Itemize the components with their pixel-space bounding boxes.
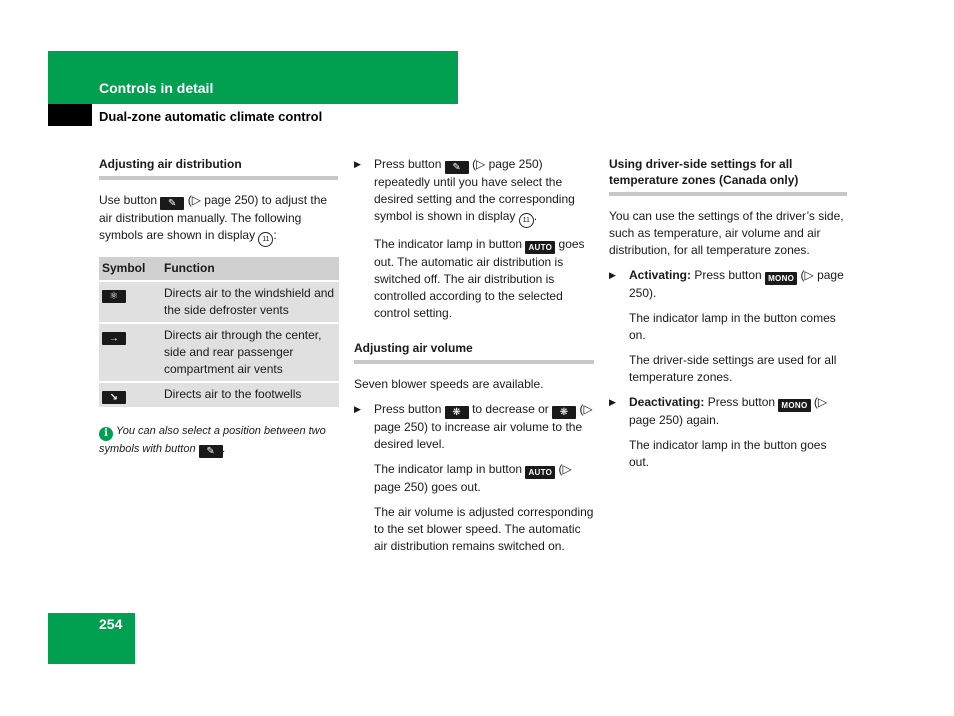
table-row [99,282,339,322]
table-row [99,383,339,407]
paragraph-lamp-off: The indicator lamp in the button goes out. [629,438,827,469]
table-cell-function: Directs air to the windshield and the side defroster vents [161,282,339,322]
heading-driver-side-settings: Using driver-side settings for all temperature zones (Canada only) [609,156,847,196]
intro-paragraph: Use button ✎ (▷ page 250) to adjust the air distribution manually. The following symbols are shown in display 11 : [99,192,338,247]
table-row [99,324,339,381]
step-deactivating: ▶ Deactivating: Press button MONO (▷ page 250) again. [609,395,828,427]
paragraph-indicator-auto: The indicator lamp in button AUTO goes out. The automatic air distribution is switched off. The air distribution is controlled according to the selected control setting. [374,237,585,320]
paragraph-lamp-on: The indicator lamp in the button comes on. [629,311,836,342]
auto-button-label: AUTO [525,241,555,254]
paragraph-indicator-auto-2: The indicator lamp in button AUTO (▷ page 250) goes out. [374,462,572,494]
fan-increase-icon: ❋ [552,406,576,419]
display-ref: 11 [258,232,273,247]
center-vents-icon: → [102,332,126,345]
mono-button-label: MONO [765,272,797,285]
table-header-symbol: Symbol [99,257,161,280]
info-note: i You can also select a position between two symbols with button ✎ . [99,425,326,457]
windshield-defrost-icon: ⚛ [102,290,126,303]
auto-button-label: AUTO [525,466,555,479]
paragraph-blower-speeds: Seven blower speeds are available. [354,377,544,391]
header-black-tab [48,104,92,126]
heading-air-distribution: Adjusting air distribution [99,156,338,180]
heading-air-volume: Adjusting air volume [354,340,594,364]
header-band [48,51,458,104]
bullet-triangle-icon: ▶ [609,397,616,407]
mono-button-label: MONO [778,399,810,412]
air-distribution-icon: ✎ [199,445,223,458]
step-press-fan: ▶ Press button ❋ to decrease or ❋ (▷ page 250) to increase air volume to the desired level. [354,402,593,451]
column-3 [609,156,847,479]
table-header-function: Function [161,257,339,280]
footwell-icon: ↘ [102,391,126,404]
page-number: 254 [99,616,123,632]
info-icon: i [99,427,113,441]
subsection-title: Dual-zone automatic climate control [99,109,323,124]
paragraph-air-volume-adjusted: The air volume is adjusted corresponding to the set blower speed. The automatic air distribution remains switched on. [374,505,594,553]
table-cell-function: Directs air to the footwells [161,383,339,407]
step-press-distribution: ▶ Press button ✎ (▷ page 250) repeatedly until you have select the desired setting and the corresponding symbol is shown in display 11 . [354,156,594,228]
column-2 [354,156,594,563]
paragraph-settings-used: The driver-side settings are used for all temperature zones. [629,353,837,384]
section-title: Controls in detail [99,80,214,96]
bullet-triangle-icon: ▶ [354,159,361,169]
display-ref: 11 [519,213,534,228]
air-distribution-icon: ✎ [160,197,184,210]
bullet-triangle-icon: ▶ [609,270,616,280]
step-activating: ▶ Activating: Press button MONO (▷ page 250). [609,268,844,300]
fan-decrease-icon: ❋ [445,406,469,419]
paragraph-driver-side: You can use the settings of the driver’s side, such as temperature, air volume and air distribution, for all temperature zones. [609,209,844,257]
bullet-triangle-icon: ▶ [354,404,361,414]
table-header-row [99,257,339,280]
air-distribution-icon: ✎ [445,161,469,174]
symbol-table [99,255,339,409]
table-cell-function: Directs air through the center, side and rear passenger compartment air vents [161,324,339,381]
column-1 [99,156,338,458]
